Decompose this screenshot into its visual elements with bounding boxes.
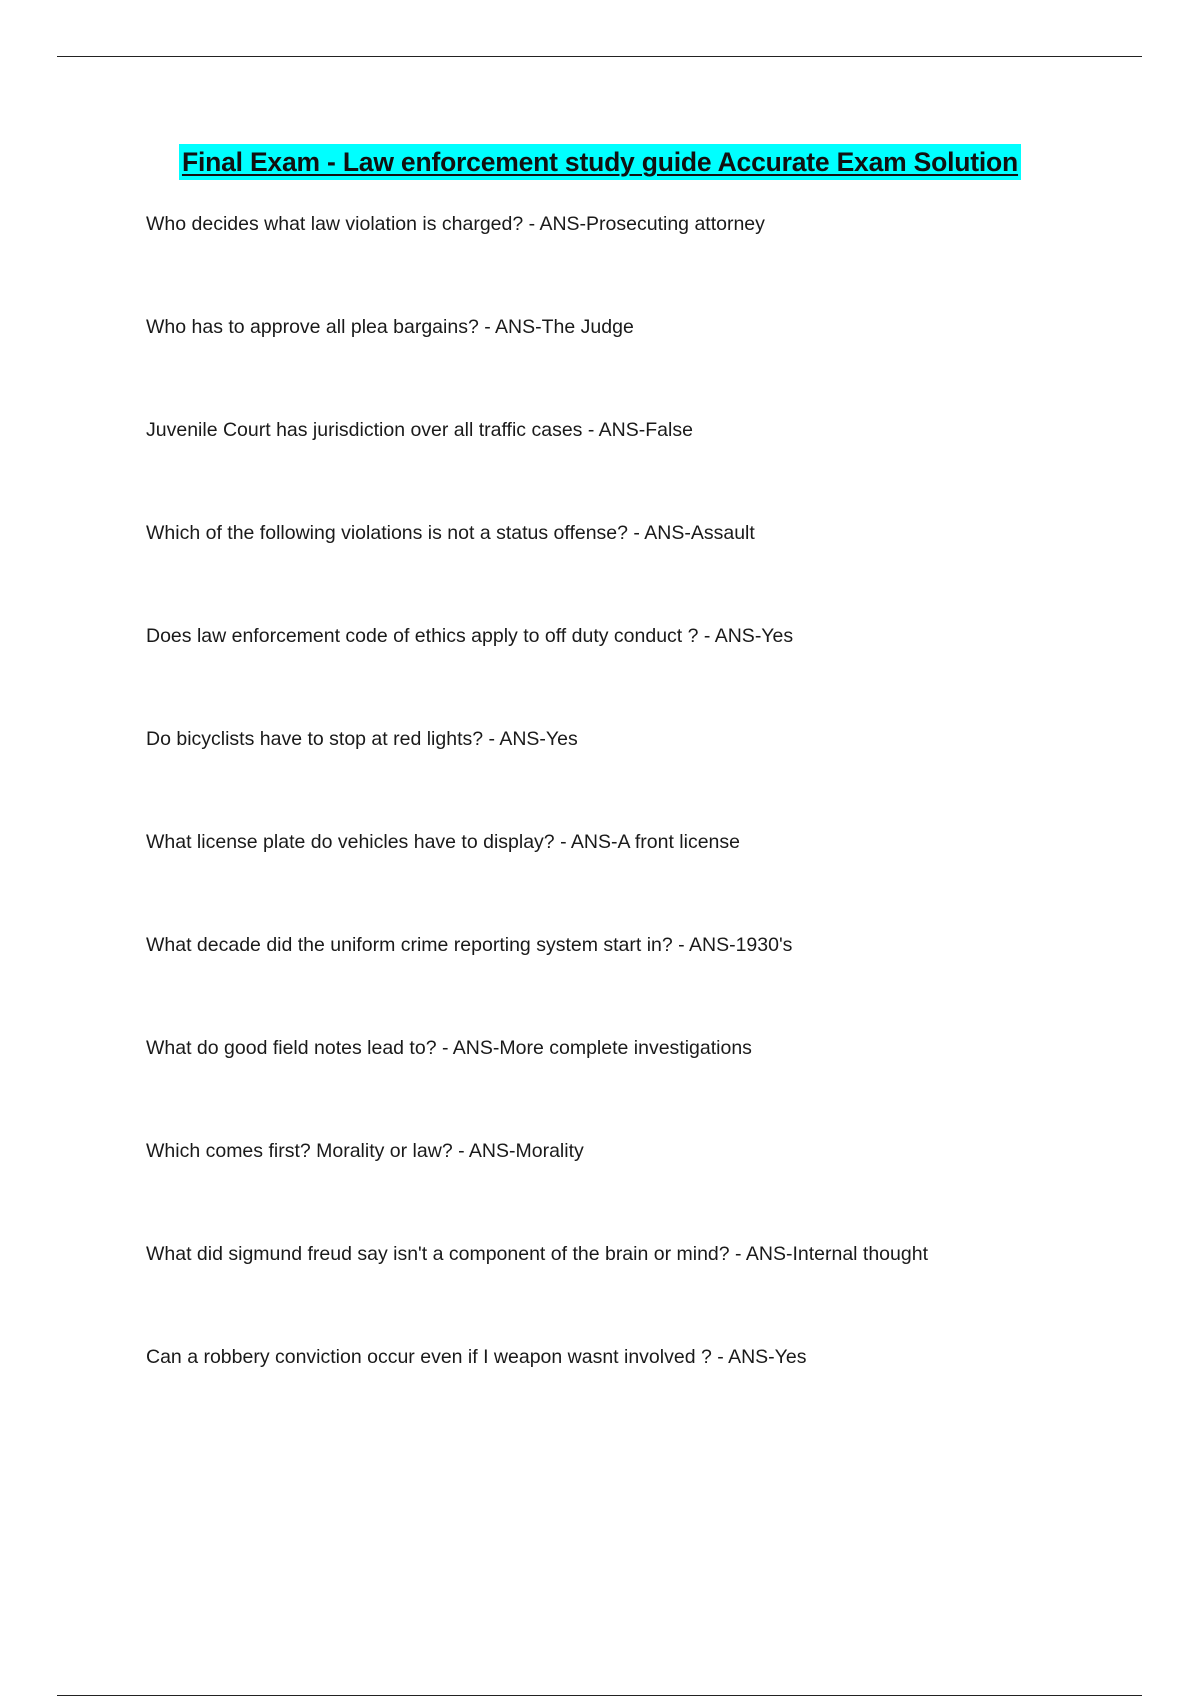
qa-item: What license plate do vehicles have to display? - ANS-A front license xyxy=(146,831,740,853)
qa-item: Which of the following violations is not a status offense? - ANS-Assault xyxy=(146,522,755,544)
title-container xyxy=(0,144,1200,180)
qa-item: Do bicyclists have to stop at red lights? - ANS-Yes xyxy=(146,728,578,750)
qa-item: Does law enforcement code of ethics apply to off duty conduct ? - ANS-Yes xyxy=(146,625,794,647)
qa-list xyxy=(146,211,1146,1447)
qa-item: Which comes first? Morality or law? - ANS-Morality xyxy=(146,1140,584,1162)
qa-item: What decade did the uniform crime reporting system start in? - ANS-1930's xyxy=(146,934,793,956)
qa-item: What did sigmund freud say isn't a component of the brain or mind? - ANS-Internal thought xyxy=(146,1243,928,1265)
qa-item: Who decides what law violation is charged? - ANS-Prosecuting attorney xyxy=(146,213,765,235)
qa-item: Who has to approve all plea bargains? - ANS-The Judge xyxy=(146,316,634,338)
bottom-rule xyxy=(57,1695,1142,1696)
qa-item: Can a robbery conviction occur even if I weapon wasnt involved ? - ANS-Yes xyxy=(146,1346,807,1368)
qa-item: What do good field notes lead to? - ANS-More complete investigations xyxy=(146,1037,752,1059)
qa-item: Juvenile Court has jurisdiction over all traffic cases - ANS-False xyxy=(146,419,693,441)
top-rule xyxy=(57,56,1142,57)
document-title: Final Exam - Law enforcement study guide Accurate Exam Solution xyxy=(179,144,1021,180)
